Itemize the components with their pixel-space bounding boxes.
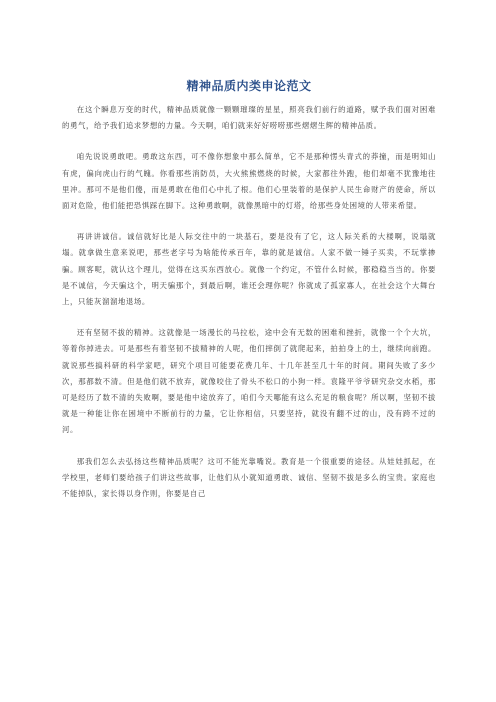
- paragraph-promotion: 那我们怎么去弘扬这些精神品质呢？这可不能光靠嘴说。教育是一个很重要的途径。从娃娃抓起，在学校里，老师们要给孩子们讲这些故事，让他们从小就知道勇敢、诚信、坚韧不拔是多么的宝贵。家庭也不能掉队，家长得以身作则，你要是自己: [62, 456, 436, 499]
- paragraph-intro: 在这个瞬息万变的时代，精神品质就像一颗颗璀璨的星星，照亮我们前行的道路，赋予我们面对困难的勇气，给予我们追求梦想的力量。今天啊，咱们就来好好唠唠那些熠熠生辉的精神品质。: [62, 105, 436, 131]
- document-title: 精神品质内类申论范文: [186, 79, 312, 93]
- paragraph-integrity: 再讲讲诚信。诚信就好比是人际交往中的一块基石，要是没有了它，这人际关系的大楼啊，说塌就塌。就拿做生意来说吧，那些老字号为啥能传承百年，靠的就是诚信。人家不做一锤子买卖，不玩掌掺骗。顾客呢，就认这个理儿，觉得在这买东西放心。就像一个约定，不管什么时候，都稳稳当当的。你要是不诚信，今天骗这个，明天骗那个，到最后啊，谁还会理你呢？你就成了孤家寡人，在社会这个大舞台上，只能灰溜溜地退场。: [62, 232, 436, 307]
- paragraph-courage: 咱先说说勇敢吧。勇敢这东西，可不像你想象中那么简单，它不是那种愣头青式的莽撞，而是明知山有虎，偏向虎山行的气魄。你看那些消防员，大火熊熊燃烧的时候，大家都往外跑，他们却毫不犹豫地往里冲。那可不是他们傻，而是勇敢在他们心中扎了根。他们心里装着的是保护人民生命财产的使命，所以面对危险，他们能把恐惧踩在脚下。这种勇敢啊，就像黑暗中的灯塔，给那些身处困境的人带来希望。: [62, 152, 436, 211]
- paragraph-perseverance: 还有坚韧不拔的精神。这就像是一场漫长的马拉松，途中会有无数的困难和挫折，就像一个个大坑，等着你掉进去。可是那些有着坚韧不拔精神的人呢，他们摔倒了就爬起来，拍拍身上的土，继续向前跑。就说那些搞科研的科学家吧，研究个项目可能要花费几年、十几年甚至几十年的时间。期间失败了多少次，那都数不清。但是他们就不放弃，就像咬住了骨头不松口的小狗一样。袁隆平爷爷研究杂交水稻，那可是经历了数不清的失败啊，要是他中途放弃了，咱们今天哪能有这么充足的粮食呢？所以啊，坚韧不拔就是一种能让你在困境中不断前行的力量，它让你相信，只要坚持，就没有翻不过的山，没有跨不过的河。: [62, 328, 436, 435]
